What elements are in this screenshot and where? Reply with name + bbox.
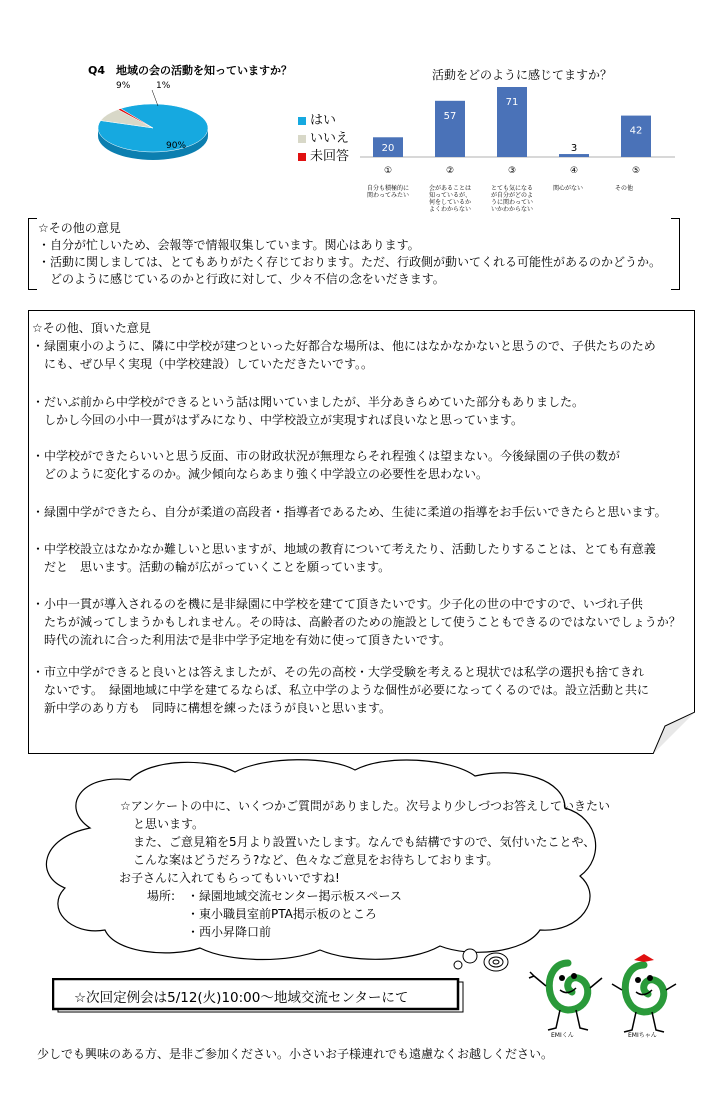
- opinion-line: ・小中一貫が導入されるのを機に是非緑園に中学校を建てて頂きたいです。少子化の世の中ですので、いづれ子供: [32, 597, 643, 611]
- opinion-line: だと 思います。活動の輪が広がっていくことを願っています。: [32, 560, 391, 574]
- page-curl-icon: [653, 712, 695, 754]
- mascot-emi-chan-icon: [604, 950, 684, 1040]
- swirl-icon: [480, 950, 512, 974]
- notice-line: ☆アンケートの中に、いくつかご質問がありました。次号より少しづつお答えしていきたい: [120, 799, 611, 813]
- opinion-line: ・中学校ができたらいいと思う反面、市の財政状況が無理ならそれ程強くは望まない。今後緑園の子供の数が: [32, 449, 621, 463]
- opinion-line: ・活動に関しましては、とてもありがたく存じております。ただ、行政側が動いてくれる可能性があるのかどうか。: [38, 255, 662, 269]
- q4-title: Q4 地域の会の活動を知っていますか？: [88, 64, 293, 77]
- opinion-line: たちが減ってしまうかもしれません。その時は、高齢者のための施設として使うこともできるのではないでしょうか？: [32, 615, 681, 629]
- opinion-line: ・緑園東小のように、隣に中学校が建つといった好都合な場所は、他にはなかなかないと思うので、子供たちのため: [32, 339, 656, 353]
- pie-chart: [88, 80, 298, 180]
- legend-item-no: [298, 130, 349, 148]
- place-label: 場所:: [147, 889, 176, 903]
- legend-swatch: [298, 135, 306, 143]
- opinion-paragraph: [32, 447, 620, 483]
- legend-swatch: [298, 117, 306, 125]
- notice-line: と思います。: [133, 817, 205, 831]
- category-description: その他: [615, 185, 634, 192]
- opinion-line: どのように変化するのか。減少傾向ならあまり強く中学設立の必要性を思わない。: [32, 467, 489, 481]
- opinion-line: ・自分が忙しいため、会報等で情報収集しています。関心はあります。: [38, 238, 420, 252]
- bar-category-label: ②: [445, 166, 455, 176]
- mascot-emi-kun-icon: [528, 948, 608, 1038]
- bar-value-label: 42: [629, 125, 643, 137]
- other-opinions-heading: ☆その他の意見: [38, 221, 121, 235]
- bar: [435, 101, 465, 157]
- notice-cloud: [55, 758, 615, 958]
- opinion-line: どのように感じているのかと行政に対して、少々不信の念をいだきます。: [38, 272, 445, 286]
- mascot-label: EMIくん: [551, 1032, 574, 1039]
- other-opinions-text: [38, 220, 661, 288]
- notice-line: また、ご意見箱を5月より設置いたします。なんでも結構ですので、気付いたことや、: [133, 835, 596, 849]
- pie-leader-line: [152, 90, 158, 106]
- bar-category-label: ①: [383, 166, 393, 176]
- category-description: 関心がない: [553, 185, 584, 192]
- opinion-line: にも、ぜひ早く実現（中学校建設）していただきたいです。。: [32, 357, 374, 371]
- opinion-line: 時代の流れに合った利用法で是非中学予定地を有効に使って頂きたいです。: [32, 633, 452, 647]
- opinion-paragraph: [32, 393, 584, 429]
- pie-value-label: 1%: [156, 81, 171, 91]
- right-bracket: [671, 218, 680, 290]
- place-item: ・西小昇降口前: [187, 925, 272, 939]
- opinion-line: 新中学のあり方も 同時に構想を練ったほうが良いと思います。: [32, 701, 392, 715]
- mascot-label: EMIちゃん: [628, 1032, 657, 1039]
- opinion-line: しかし今回の小中一貫がはずみになり、中学校設立が実現すれば良いなと思っています。: [32, 413, 524, 427]
- notice-line: お子さんに入れてもらってもいいですね!: [119, 871, 340, 885]
- bar-value-label: 57: [443, 110, 457, 122]
- legend-item-no-answer: [298, 148, 349, 166]
- next-meeting-text: ☆次回定例会は5/12(火)10:00～地域交流センターにて: [74, 990, 409, 1006]
- opinion-line: ・緑園中学ができたら、自分が柔道の高段者・指導者であるため、生徒に柔道の指導をお手伝いできたらと思います。: [32, 505, 667, 519]
- opinion-line: ・市立中学ができると良いとは答えましたが、その先の高校・大学受験を考えると現状では私学の選択も捨てきれ: [32, 665, 645, 679]
- opinion-paragraph: [32, 337, 656, 373]
- bar-value-label: 71: [505, 97, 519, 108]
- received-opinions-box: [28, 310, 695, 754]
- footer-text: 少しでも興味のある方、是非ご参加ください。小さいお子様連れでも遠慮なくお越しください。: [37, 1047, 554, 1061]
- pie-value-label: 90%: [166, 141, 187, 151]
- opinion-line: ・だいぶ前から中学校ができるという話は聞いていましたが、半分あきらめていた部分もありました。: [32, 395, 585, 409]
- legend-label: 未回答: [310, 149, 350, 164]
- bar-value-label: 20: [381, 143, 395, 155]
- category-description: とても気になるが自分がどのように関わっていいかわからない: [491, 185, 534, 213]
- opinion-paragraph: [32, 663, 649, 717]
- place-item: ・緑園地域交流センター掲示板スペース: [187, 889, 402, 903]
- bar-value-label: 3: [570, 143, 578, 155]
- opinion-paragraph: [32, 595, 681, 649]
- bar-category-label: ④: [569, 166, 579, 176]
- bar-category-label: ⑤: [631, 166, 641, 176]
- opinion-line: ・中学校設立はなかなか難しいと思いますが、地域の教育について考えたり、活動したりすることは、とても有意義: [32, 542, 656, 556]
- pie-legend: [298, 112, 349, 166]
- legend-label: はい: [310, 113, 337, 128]
- opinion-paragraph: [32, 503, 667, 521]
- place-item: ・東小職員室前PTA掲示板のところ: [187, 907, 377, 921]
- category-description: 会があることは知っているが、何をしているかよくわからない: [429, 185, 472, 213]
- legend-swatch: [298, 153, 306, 161]
- bar-chart-title: 活動をどのように感じてますか？: [432, 68, 613, 82]
- next-meeting-banner: [52, 978, 467, 1014]
- pie-value-label: 9%: [116, 81, 131, 91]
- legend-label: いいえ: [310, 131, 350, 146]
- opinion-line: ないです。 緑園地域に中学を建てるならば、私立中学のような個性が必要になってくるのでは。設立活動と共に: [32, 683, 650, 697]
- opinion-paragraph: [32, 540, 656, 576]
- bar-category-label: ③: [507, 166, 517, 176]
- left-bracket: [28, 218, 37, 290]
- bar: [559, 154, 589, 157]
- category-description: 自分も積極的に関わってみたい: [367, 185, 410, 199]
- legend-item-yes: [298, 112, 349, 130]
- notice-line: こんな案はどうだろう?など、色々なご意見をお待ちしております。: [133, 853, 499, 867]
- other-opinions-box: [28, 218, 680, 290]
- received-opinions-heading: ☆その他、頂いた意見: [32, 321, 151, 335]
